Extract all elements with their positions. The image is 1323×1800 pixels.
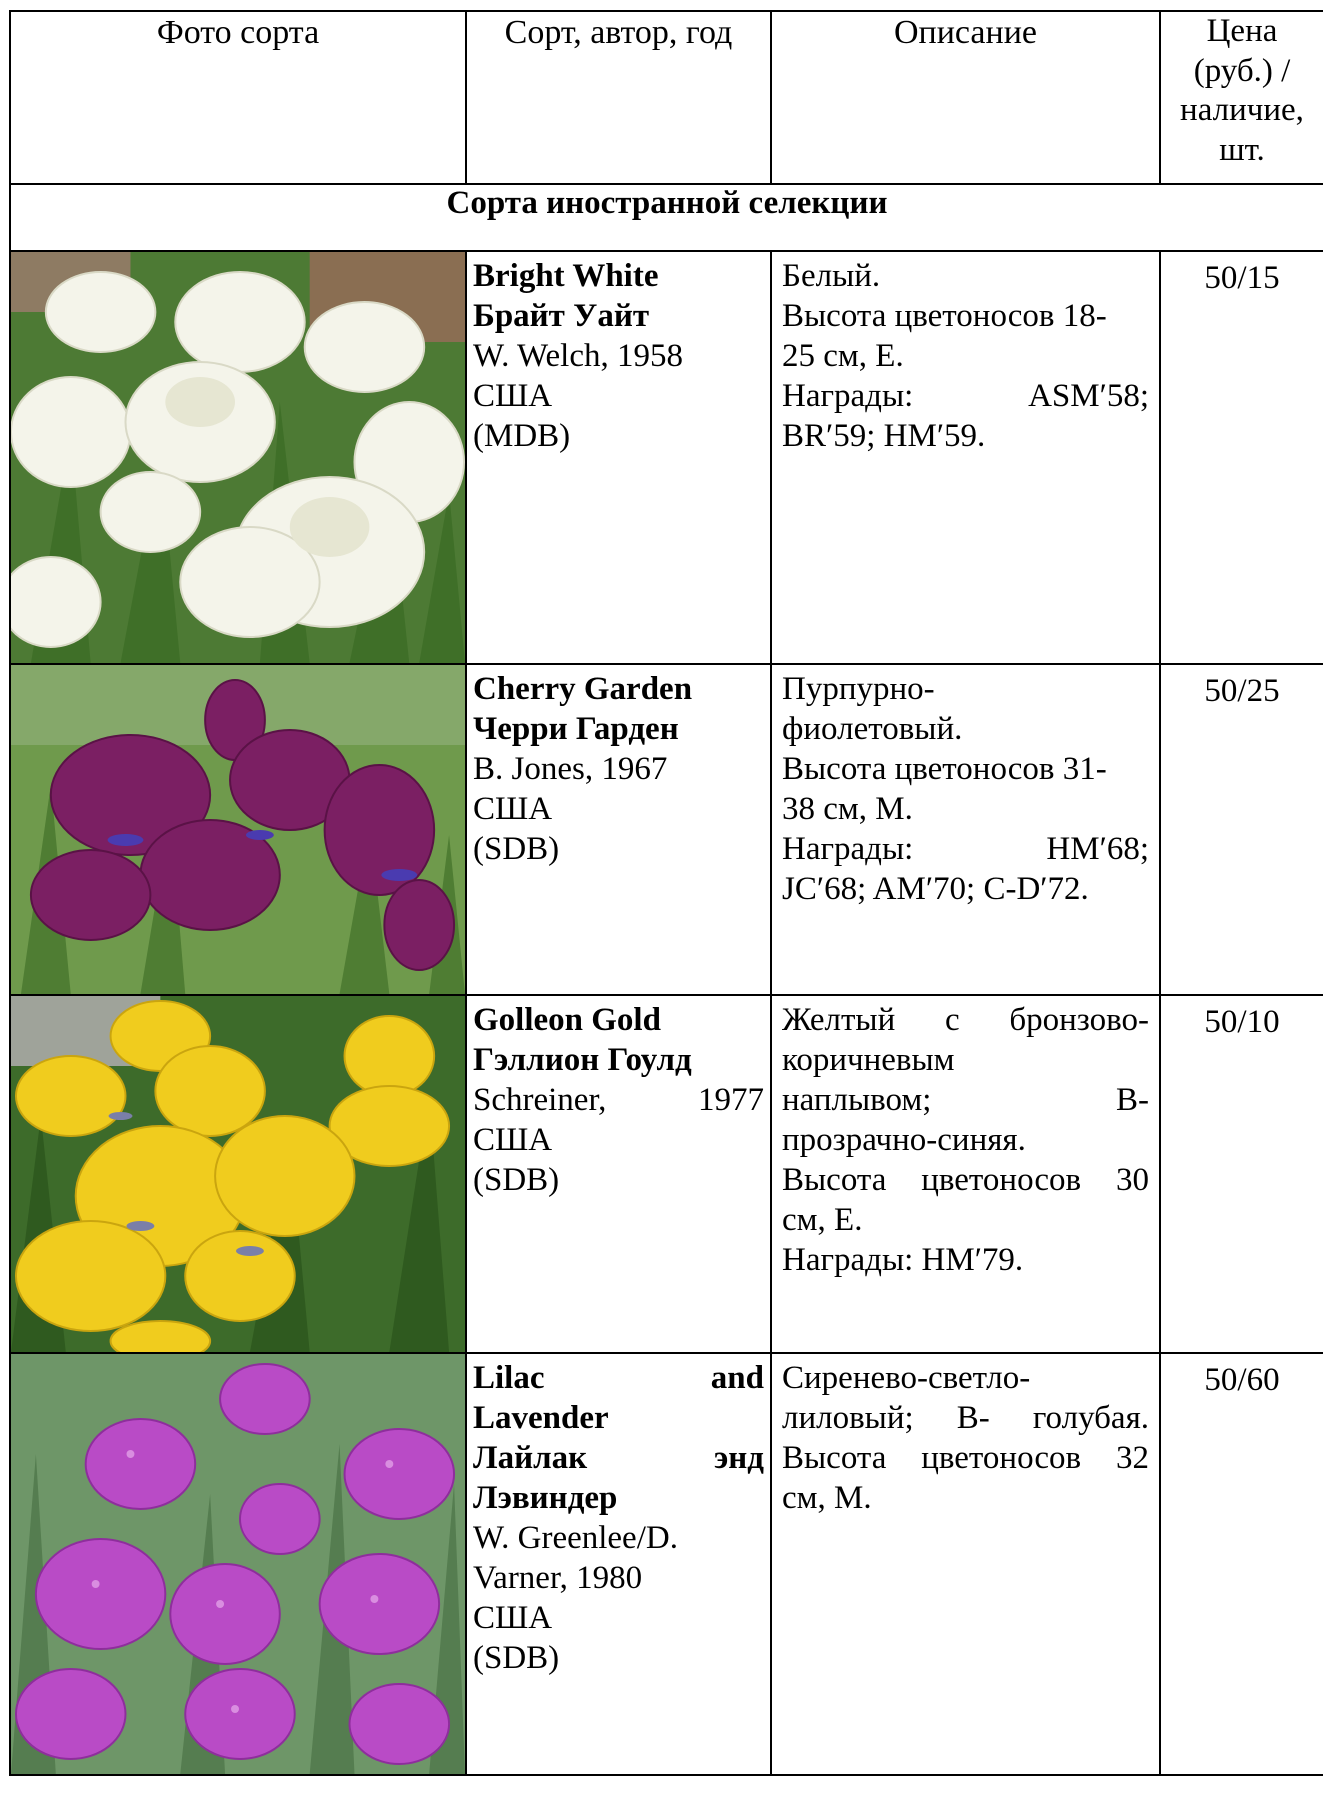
variety-name-en: Lavender <box>473 1400 609 1436</box>
price-value: 50/25 <box>1204 673 1280 709</box>
purple-iris-photo <box>10 664 466 995</box>
description-line: Белый. <box>782 258 881 294</box>
variety-cell <box>466 1353 771 1775</box>
description-line: BR′59; HM′59. <box>782 418 986 454</box>
table-row <box>10 251 1323 664</box>
price-cell <box>1160 1353 1323 1775</box>
description-line: коричневым <box>782 1042 955 1078</box>
description-line: Награды: HM′68; <box>782 831 1149 867</box>
description-line: лиловый; В- голубая. <box>782 1400 1149 1436</box>
header-price-line: наличие, <box>1180 92 1304 129</box>
variety-name-ru: Лэвиндер <box>473 1480 618 1516</box>
variety-country: США <box>473 1122 553 1158</box>
price-cell <box>1160 664 1323 995</box>
variety-name-ru: Брайт Уайт <box>473 298 650 334</box>
description-cell <box>771 995 1160 1353</box>
header-photo: Фото сорта <box>10 11 466 184</box>
header-price <box>1160 11 1323 184</box>
price-value: 50/10 <box>1204 1004 1280 1040</box>
description-line: наплывом; В- <box>782 1082 1149 1118</box>
variety-country: США <box>473 378 553 414</box>
variety-name-ru: Гэллион Гоулд <box>473 1042 692 1078</box>
variety-author: W. Greenlee/D. <box>473 1520 678 1556</box>
description-line: Пурпурно- <box>782 671 935 707</box>
description-cell <box>771 664 1160 995</box>
lilac-iris-photo <box>10 1353 466 1775</box>
variety-name-en: Golleon Gold <box>473 1002 661 1038</box>
price-value: 50/60 <box>1204 1362 1280 1398</box>
section-row <box>10 184 1323 251</box>
header-price-line: шт. <box>1219 131 1265 168</box>
description-line: фиолетовый. <box>782 711 963 747</box>
variety-name-en: Cherry Garden <box>473 671 693 707</box>
variety-cell <box>466 664 771 995</box>
variety-name-en: Bright White <box>473 258 659 294</box>
variety-cell <box>466 251 771 664</box>
description-line: Высота цветоносов 30 <box>782 1162 1149 1198</box>
variety-name-en: Lilac and <box>473 1360 764 1396</box>
header-price-line: Цена <box>1206 13 1278 49</box>
description-line: 38 см, М. <box>782 791 913 827</box>
table-header-row <box>10 11 1323 184</box>
yellow-iris-photo <box>10 995 466 1353</box>
description-line: JC′68; AM′70; C-D′72. <box>782 871 1089 907</box>
header-variety: Сорт, автор, год <box>466 11 771 184</box>
white-iris-photo <box>10 251 466 664</box>
table-row <box>10 995 1323 1353</box>
variety-author: B. Jones, 1967 <box>473 751 668 787</box>
price-cell <box>1160 995 1323 1353</box>
variety-name-ru: Черри Гарден <box>473 711 679 747</box>
variety-cell <box>466 995 771 1353</box>
description-line: 25 см, Е. <box>782 338 904 374</box>
price-value: 50/15 <box>1204 260 1280 296</box>
variety-class: (SDB) <box>473 1640 560 1676</box>
description-line: Высота цветоносов 32 <box>782 1440 1149 1476</box>
description-line: Сиренево-светло- <box>782 1360 1031 1396</box>
description-line: см, Е. <box>782 1202 863 1238</box>
iris-catalog-table <box>9 10 1323 1776</box>
header-price-line: (руб.) / <box>1193 52 1291 89</box>
description-line: Награды: HM′79. <box>782 1242 1024 1278</box>
variety-author: W. Welch, 1958 <box>473 338 683 374</box>
table-row <box>10 1353 1323 1775</box>
variety-country: США <box>473 1600 553 1636</box>
variety-name-ru: Лайлак энд <box>473 1440 764 1476</box>
variety-author: Varner, 1980 <box>473 1560 643 1596</box>
header-description: Описание <box>771 11 1160 184</box>
variety-class: (MDB) <box>473 418 571 454</box>
section-title: Сорта иностранной селекции <box>446 185 888 221</box>
variety-country: США <box>473 791 553 827</box>
description-line: Желтый с бронзово- <box>782 1002 1149 1038</box>
description-line: прозрачно-синяя. <box>782 1122 1026 1158</box>
description-cell <box>771 251 1160 664</box>
variety-class: (SDB) <box>473 831 560 867</box>
table-row <box>10 664 1323 995</box>
description-line: Награды: ASM′58; <box>782 378 1149 414</box>
variety-author: Schreiner, 1977 <box>473 1082 764 1118</box>
description-line: Высота цветоносов 18- <box>782 298 1107 334</box>
variety-class: (SDB) <box>473 1162 560 1198</box>
description-line: см, М. <box>782 1480 872 1516</box>
description-cell <box>771 1353 1160 1775</box>
description-line: Высота цветоносов 31- <box>782 751 1107 787</box>
price-cell <box>1160 251 1323 664</box>
